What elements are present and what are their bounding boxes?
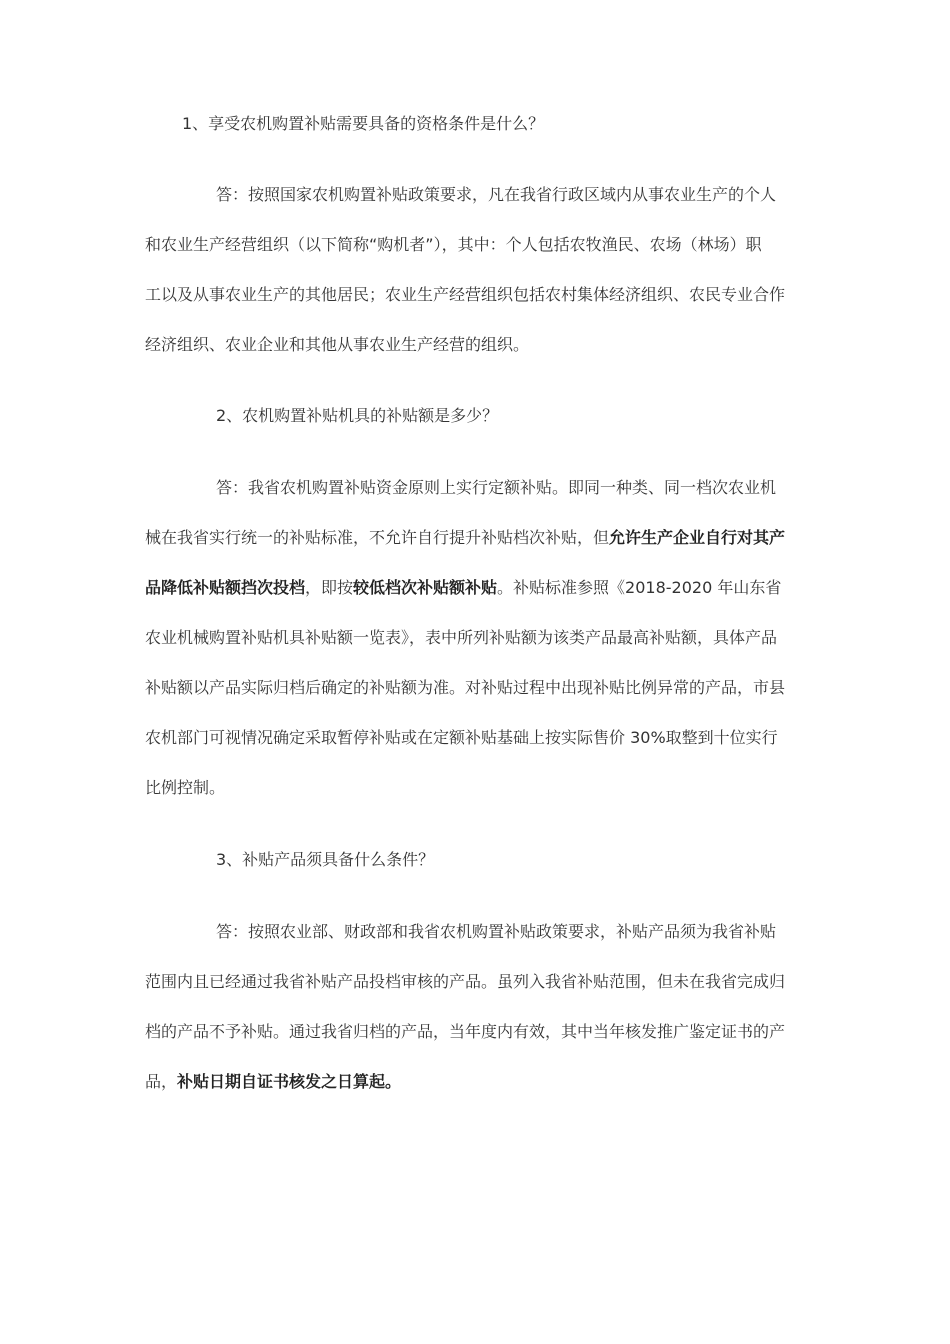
answer-2-line-5: 补贴额以产品实际归档后确定的补贴额为准。对补贴过程中出现补贴比例异常的产品，市县 (145, 678, 786, 697)
answer-2-line-4: 农业机械购置补贴机具补贴额一览表》，表中所列补贴额为该类产品最高补贴额，具体产品 (145, 628, 778, 647)
answer-2-line-3 (145, 577, 825, 599)
answer-3-line-2: 范围内且已经通过我省补贴产品投档审核的产品。虽列入我省补贴范围，但未在我省完成归 (145, 972, 786, 991)
answer-3-emphasis: 补贴日期自证书核发之日算起。 (177, 1072, 402, 1091)
answer-2-line-7: 比例控制。 (145, 778, 226, 797)
question-2: 2、农机购置补贴机具的补贴额是多少？ (216, 406, 499, 425)
answer-1-line-3: 工以及从事农业生产的其他居民；农业生产经营组织包括农村集体经济组织、农民专业合作 (145, 285, 786, 304)
answer-2-text: 械在我省实行统一的补贴标准，不允许自行提升补贴档次补贴，但 (145, 528, 610, 547)
answer-3-line-1: 答：按照农业部、财政部和我省农机购置补贴政策要求，补贴产品须为我省补贴 (216, 922, 777, 941)
answer-1-line-1: 答：按照国家农机购置补贴政策要求，凡在我省行政区域内从事农业生产的个人 (216, 185, 777, 204)
answer-2-line-2 (145, 527, 825, 549)
answer-2-emphasis: 允许生产企业自行对其产 (609, 528, 786, 547)
answer-2-emphasis: 品降低补贴额挡次投档 (145, 578, 306, 597)
answer-2-line-1: 答：我省农机购置补贴资金原则上实行定额补贴。即同一种类、同一档次农业机 (216, 478, 777, 497)
answer-3-line-3: 档的产品不予补贴。通过我省归档的产品，当年度内有效，其中当年核发推广鉴定证书的产 (145, 1022, 786, 1041)
answer-2-emphasis: 较低档次补贴额补贴 (353, 578, 498, 597)
answer-3-text: 品， (145, 1072, 178, 1091)
question-3: 3、补贴产品须具备什么条件？ (216, 850, 435, 869)
question-1: 1、享受农机购置补贴需要具备的资格条件是什么？ (182, 114, 545, 133)
answer-1-line-4: 经济组织、农业企业和其他从事农业生产经营的组织。 (145, 335, 530, 354)
answer-2-text: ，即按 (305, 578, 354, 597)
answer-2-text: 。补贴标准参照《2018-2020 年山东省 (497, 578, 782, 597)
answer-3-line-4 (145, 1071, 825, 1093)
answer-1-line-2: 和农业生产经营组织（以下简称“购机者”），其中：个人包括农牧渔民、农场（林场）职 (145, 235, 762, 254)
answer-2-line-6: 农机部门可视情况确定采取暂停补贴或在定额补贴基础上按实际售价 30%取整到十位实行 (145, 728, 778, 747)
